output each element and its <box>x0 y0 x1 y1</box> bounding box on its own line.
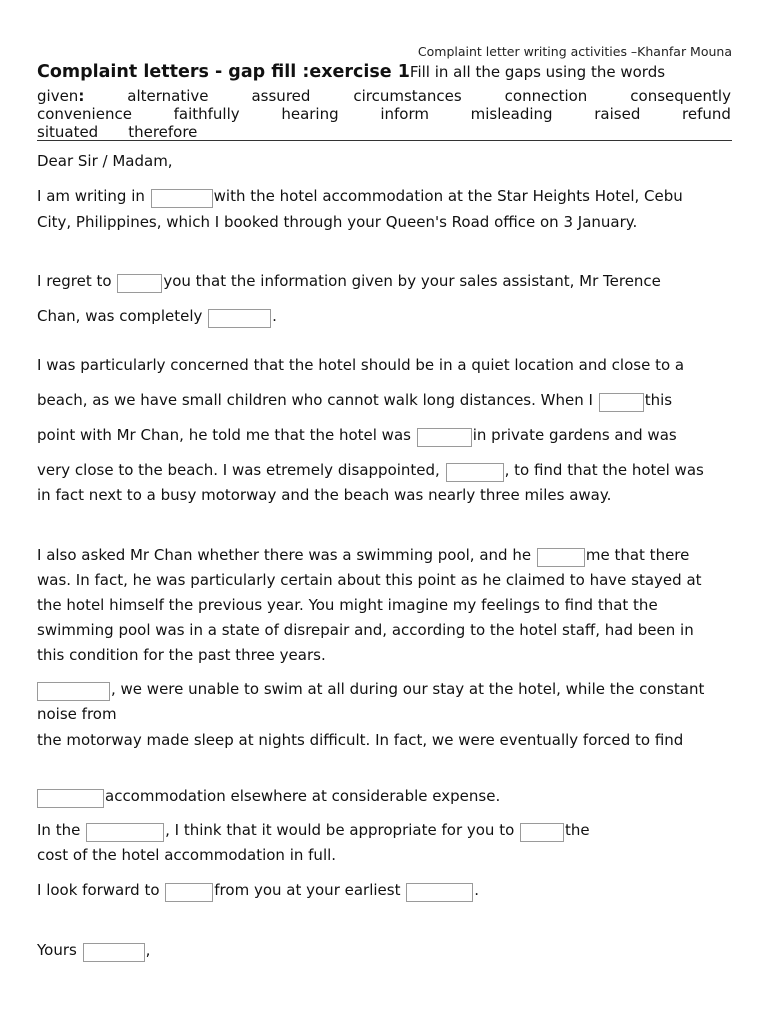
gap-input-assured[interactable] <box>537 548 585 567</box>
letter-line: Chan, was completely . <box>37 307 277 328</box>
letter-line: I also asked Mr Chan whether there was a swimming pool, and he me that there <box>37 546 689 567</box>
gap-input-convenience[interactable] <box>406 883 473 902</box>
exercise-title: Complaint letters - gap fill :exercise 1 <box>37 62 410 82</box>
letter-line: cost of the hotel accommodation in full. <box>37 846 337 864</box>
gap-input-raised[interactable] <box>599 393 644 412</box>
letter-line: swimming pool was in a state of disrepair and, according to the hotel staff, had been in <box>37 621 694 639</box>
salutation: Dear Sir / Madam, <box>37 152 173 170</box>
word-bank-row-3 <box>37 123 731 141</box>
closing-line: Yours , <box>37 941 150 962</box>
word-bank-item: faithfully <box>173 105 240 123</box>
letter-line: accommodation elsewhere at considerable expense. <box>37 787 500 808</box>
divider-line <box>37 140 732 141</box>
gap-input-misleading[interactable] <box>208 309 271 328</box>
letter-line: point with Mr Chan, he told me that the hotel was in private gardens and was <box>37 426 677 447</box>
letter-line: noise from <box>37 705 117 723</box>
word-bank-item: misleading <box>470 105 553 123</box>
gap-input-situated[interactable] <box>417 428 472 447</box>
word-bank-item: situated <box>37 123 99 141</box>
title-line <box>37 62 665 82</box>
word-bank-row-1 <box>37 87 731 105</box>
letter-line: City, Philippines, which I booked through your Queen's Road office on 3 January. <box>37 213 638 231</box>
header-note: Complaint letter writing activities –Khanfar Mouna <box>417 44 732 59</box>
letter-line: I regret to you that the information given by your sales assistant, Mr Terence <box>37 272 661 293</box>
word-bank-item: alternative <box>127 87 209 105</box>
gap-input-inform[interactable] <box>117 274 162 293</box>
given-label: given: <box>37 87 85 105</box>
word-bank-item: connection <box>504 87 588 105</box>
word-bank-item: consequently <box>630 87 731 105</box>
word-bank-item: inform <box>380 105 429 123</box>
gap-input-connection[interactable] <box>151 189 213 208</box>
word-bank-item: hearing <box>281 105 339 123</box>
word-bank-item: convenience <box>37 105 132 123</box>
letter-line: I am writing in with the hotel accommodation at the Star Heights Hotel, Cebu <box>37 187 683 208</box>
letter-line: was. In fact, he was particularly certain about this point as he claimed to have stayed at <box>37 571 702 589</box>
word-bank-item: therefore <box>128 123 198 141</box>
letter-line: beach, as we have small children who cannot walk long distances. When I this <box>37 391 672 412</box>
word-bank-row-2 <box>37 105 731 123</box>
gap-input-therefore[interactable] <box>446 463 504 482</box>
letter-line: the motorway made sleep at nights difficult. In fact, we were eventually forced to find <box>37 731 684 749</box>
word-bank-item: assured <box>251 87 311 105</box>
letter-line: this condition for the past three years. <box>37 646 326 664</box>
word-bank-item: circumstances <box>353 87 462 105</box>
gap-input-circumstances[interactable] <box>86 823 164 842</box>
instruction-text: Fill in all the gaps using the words <box>409 63 666 81</box>
gap-input-consequently[interactable] <box>37 682 110 701</box>
letter-line: in fact next to a busy motorway and the beach was nearly three miles away. <box>37 486 612 504</box>
letter-line: In the , I think that it would be appropriate for you to the <box>37 821 590 842</box>
word-bank-item: raised <box>594 105 641 123</box>
letter-line: the hotel himself the previous year. You might imagine my feelings to find that the <box>37 596 658 614</box>
letter-line: I was particularly concerned that the hotel should be in a quiet location and close to a <box>37 356 685 374</box>
gap-input-refund[interactable] <box>520 823 564 842</box>
gap-input-hearing[interactable] <box>165 883 213 902</box>
letter-line: I look forward to from you at your earliest . <box>37 881 479 902</box>
word-bank-item: refund <box>682 105 731 123</box>
gap-input-alternative[interactable] <box>37 789 104 808</box>
letter-line: , we were unable to swim at all during our stay at the hotel, while the constant <box>37 680 704 701</box>
letter-line: very close to the beach. I was etremely disappointed, , to find that the hotel was <box>37 461 704 482</box>
gap-input-faithfully[interactable] <box>83 943 145 962</box>
